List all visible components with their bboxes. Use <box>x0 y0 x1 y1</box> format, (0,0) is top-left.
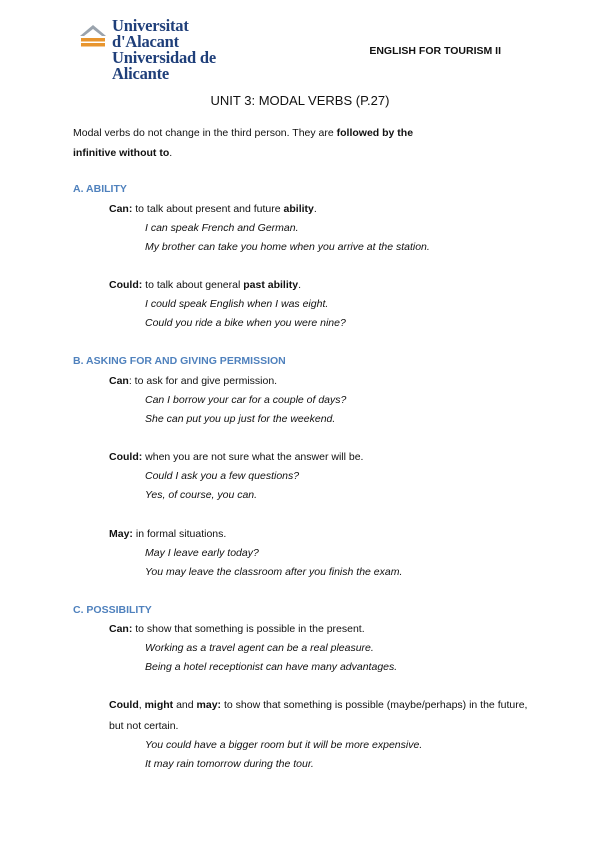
definition-text: : to ask for and give permission. <box>128 375 278 387</box>
logo-line-2: Universidad de Alicante <box>112 48 217 83</box>
definition-end: . <box>298 279 302 291</box>
logo-line-1: Universitat d'Alacant <box>112 16 189 51</box>
term: Can: <box>109 623 133 635</box>
example-sentence: Can I borrow your car for a couple of days? <box>145 394 347 406</box>
example-sentence: Could you ride a bike when you were nine? <box>145 317 346 329</box>
definition-text: to show that something is possible (maybe/perhaps) in the future, but not certain. <box>109 699 528 732</box>
term: Can <box>109 375 129 387</box>
definition-text: when you are not sure what the answer will be. <box>142 451 364 463</box>
permission-can-definition <box>109 375 277 387</box>
example-sentence: I can speak French and German. <box>145 222 299 234</box>
permission-could-definition <box>109 451 363 463</box>
term: May: <box>109 528 133 540</box>
section-heading-permission: B. ASKING FOR AND GIVING PERMISSION <box>73 355 286 367</box>
separator: and <box>173 699 197 711</box>
example-sentence: May I leave early today? <box>145 547 259 559</box>
definition-text: to show that something is possible in the present. <box>132 623 365 635</box>
definition-end: . <box>313 203 317 215</box>
example-sentence: It may rain tomorrow during the tour. <box>145 758 314 770</box>
term: Could: <box>109 279 143 291</box>
ability-can-definition <box>109 203 317 215</box>
example-sentence: Could I ask you a few questions? <box>145 470 300 482</box>
example-sentence: Being a hotel receptionist can have many advantages. <box>145 661 398 673</box>
page-title: UNIT 3: MODAL VERBS (P.27) <box>210 93 390 108</box>
intro-bold: followed by the infinitive without to <box>73 127 414 159</box>
section-heading-possibility: C. POSSIBILITY <box>73 604 152 616</box>
term: may: <box>196 699 222 711</box>
example-sentence: She can put you up just for the weekend. <box>145 413 336 425</box>
definition-text: to talk about general <box>142 279 244 291</box>
intro-end: . <box>169 147 173 159</box>
example-sentence: You could have a bigger room but it will be more expensive. <box>145 739 423 751</box>
ability-could-definition <box>109 279 301 291</box>
definition-text: in formal situations. <box>132 528 227 540</box>
intro-text: Modal verbs do not change in the third person. They are <box>73 127 337 139</box>
definition-text: to talk about present and future <box>132 203 284 215</box>
logo-text <box>112 18 258 82</box>
term: Could <box>109 699 139 711</box>
possibility-can-definition <box>109 623 365 635</box>
example-sentence: My brother can take you home when you arrive at the station. <box>145 241 430 253</box>
section-heading-ability: A. ABILITY <box>73 183 127 195</box>
possibility-could-definition <box>109 695 529 737</box>
permission-may-definition <box>109 528 226 540</box>
term: might <box>144 699 174 711</box>
definition-bold: ability <box>283 203 314 215</box>
intro-paragraph <box>73 123 453 163</box>
course-title: ENGLISH FOR TOURISM II <box>369 45 501 57</box>
term: Can: <box>109 203 133 215</box>
term: Could: <box>109 451 143 463</box>
university-logo-icon <box>78 22 108 48</box>
separator: , <box>138 699 145 711</box>
definition-bold: past ability <box>243 279 299 291</box>
example-sentence: Working as a travel agent can be a real pleasure. <box>145 642 374 654</box>
example-sentence: I could speak English when I was eight. <box>145 298 329 310</box>
example-sentence: You may leave the classroom after you finish the exam. <box>145 566 403 578</box>
example-sentence: Yes, of course, you can. <box>145 489 258 501</box>
university-logo <box>78 16 258 83</box>
